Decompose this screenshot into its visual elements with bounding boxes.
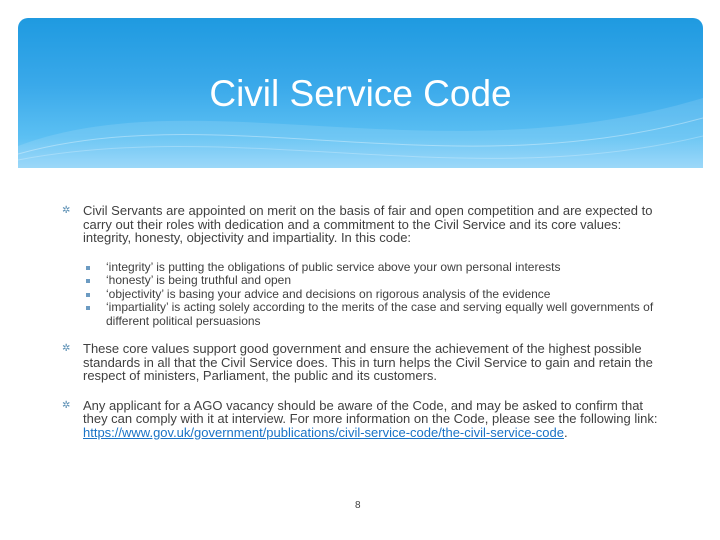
list-item — [83, 288, 662, 302]
civil-service-code-link[interactable]: https://www.gov.uk/government/publications/civil-service-code/the-civil-service-code — [83, 424, 564, 440]
square-bullet-icon — [86, 266, 90, 270]
asterisk-bullet-icon: ✲ — [62, 399, 71, 411]
bullet-core-values — [62, 342, 662, 383]
title-banner — [18, 18, 703, 168]
asterisk-bullet-icon: ✲ — [62, 205, 71, 216]
square-bullet-icon — [86, 279, 90, 283]
list-item-text: ‘integrity’ is putting the obligations of public service above your own personal interests — [106, 259, 561, 274]
list-item — [83, 301, 662, 328]
bullet-text-end: . — [563, 424, 568, 440]
bullet-text: Civil Servants are appointed on merit on the basis of fair and open competition and are expected to carry out their roles with dedication and a commitment to the Civil Service and its core values: integrity, honesty, objectivity and impartiality. In this code: — [83, 203, 653, 245]
slide-title: Civil Service Code — [209, 73, 512, 114]
bullet-applicant — [62, 399, 662, 440]
list-item — [83, 261, 662, 275]
list-item-text: ‘impartiality’ is acting solely according to the merits of the case and serving equally well governments of different political persuasions — [106, 300, 654, 328]
list-item-text: ‘honesty’ is being truthful and open — [106, 273, 292, 287]
bullet-merit — [62, 204, 662, 245]
asterisk-bullet-icon: ✲ — [62, 343, 71, 354]
core-values-list — [83, 261, 662, 329]
list-item-text: ‘objectivity’ is basing your advice and decisions on rigorous analysis of the evidence — [106, 286, 551, 301]
square-bullet-icon — [86, 293, 90, 297]
list-item — [83, 274, 662, 288]
slide-body — [62, 204, 662, 439]
square-bullet-icon — [86, 306, 90, 310]
bullet-text: Any applicant for a AGO vacancy should be aware of the Code, and may be asked to confirm that they can comply with it at interview. For more information on the Code, please see the following link: — [83, 397, 658, 426]
bullet-text: These core values support good government and ensure the achievement of the highest possible standards in all that the Civil Service does. This in turn helps the Civil Service to gain and retain the respect of ministers, Parliament, the public and its customers. — [83, 341, 653, 383]
page-number: 8 — [355, 500, 361, 511]
